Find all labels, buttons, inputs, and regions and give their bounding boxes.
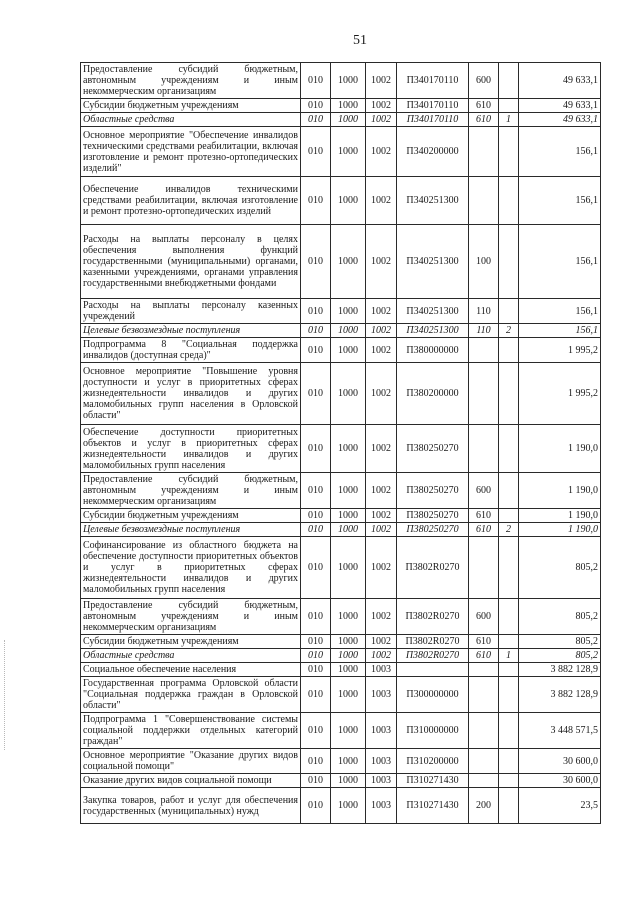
amount-cell: 1 190,0 [519, 473, 601, 509]
amount-cell: 156,1 [519, 127, 601, 177]
grbs-code-cell: 010 [301, 537, 331, 599]
table-row [81, 127, 601, 177]
row-name-cell: Социальное обеспечение населения [81, 663, 301, 677]
table-row [81, 649, 601, 663]
section-code-cell: 1000 [331, 635, 366, 649]
expense-type-cell: 610 [469, 649, 499, 663]
expense-type-cell: 610 [469, 509, 499, 523]
amount-cell: 3 448 571,5 [519, 713, 601, 749]
amount-cell: 1 190,0 [519, 523, 601, 537]
table-row [81, 537, 601, 599]
target-article-cell [397, 663, 469, 677]
amount-cell: 156,1 [519, 177, 601, 225]
section-code-cell: 1000 [331, 523, 366, 537]
funding-source-cell [499, 225, 519, 299]
table-row [81, 774, 601, 788]
table-row [81, 177, 601, 225]
target-article-cell: П340251300 [397, 177, 469, 225]
budget-table [80, 62, 601, 824]
grbs-code-cell: 010 [301, 599, 331, 635]
expense-type-cell [469, 177, 499, 225]
expense-type-cell: 110 [469, 324, 499, 338]
subsection-code-cell: 1002 [366, 225, 397, 299]
expense-type-cell: 100 [469, 225, 499, 299]
table-row [81, 113, 601, 127]
table-row [81, 788, 601, 824]
table-row [81, 635, 601, 649]
grbs-code-cell: 010 [301, 635, 331, 649]
funding-source-cell [499, 774, 519, 788]
funding-source-cell [499, 177, 519, 225]
table-row [81, 749, 601, 774]
amount-cell: 3 882 128,9 [519, 663, 601, 677]
funding-source-cell [499, 473, 519, 509]
section-code-cell: 1000 [331, 363, 366, 425]
row-name-cell: Закупка товаров, работ и услуг для обеспечения государственных (муниципальных) нужд [81, 788, 301, 824]
row-name-cell: Основное мероприятие "Повышение уровня доступности и услуг в приоритетных сферах жизнедеятельности инвалидов и других маломобильных групп населения в Орловской области" [81, 363, 301, 425]
expense-type-cell [469, 338, 499, 363]
row-name-cell: Основное мероприятие "Обеспечение инвалидов техническими средствами реабилитации, включая изготовление и ремонт протезно-ортопедических изделий" [81, 127, 301, 177]
subsection-code-cell: 1002 [366, 523, 397, 537]
funding-source-cell [499, 99, 519, 113]
row-name-cell: Предоставление субсидий бюджетным, автономным учреждениям и иным некоммерческим организациям [81, 473, 301, 509]
funding-source-cell: 2 [499, 324, 519, 338]
row-name-cell: Областные средства [81, 649, 301, 663]
subsection-code-cell: 1002 [366, 363, 397, 425]
row-name-cell: Субсидии бюджетным учреждениям [81, 99, 301, 113]
funding-source-cell [499, 677, 519, 713]
table-row [81, 324, 601, 338]
expense-type-cell [469, 663, 499, 677]
amount-cell: 23,5 [519, 788, 601, 824]
subsection-code-cell: 1003 [366, 774, 397, 788]
grbs-code-cell: 010 [301, 425, 331, 473]
grbs-code-cell: 010 [301, 299, 331, 324]
target-article-cell: П340251300 [397, 324, 469, 338]
target-article-cell: П3802R0270 [397, 537, 469, 599]
funding-source-cell [499, 713, 519, 749]
grbs-code-cell: 010 [301, 649, 331, 663]
funding-source-cell [499, 299, 519, 324]
table-row [81, 299, 601, 324]
funding-source-cell: 2 [499, 523, 519, 537]
funding-source-cell [499, 363, 519, 425]
row-name-cell: Софинансирование из областного бюджета на обеспечение доступности приоритетных объектов и услуг в приоритетных сферах жизнедеятельности инвалидов и других маломобильных групп населения [81, 537, 301, 599]
target-article-cell: П380250270 [397, 509, 469, 523]
table-row [81, 473, 601, 509]
table-row [81, 663, 601, 677]
amount-cell: 156,1 [519, 324, 601, 338]
grbs-code-cell: 010 [301, 363, 331, 425]
section-code-cell: 1000 [331, 599, 366, 635]
subsection-code-cell: 1002 [366, 599, 397, 635]
section-code-cell: 1000 [331, 99, 366, 113]
subsection-code-cell: 1002 [366, 509, 397, 523]
target-article-cell: П310000000 [397, 713, 469, 749]
funding-source-cell [499, 599, 519, 635]
expense-type-cell: 600 [469, 63, 499, 99]
amount-cell: 1 995,2 [519, 363, 601, 425]
expense-type-cell: 610 [469, 113, 499, 127]
section-code-cell: 1000 [331, 473, 366, 509]
target-article-cell: П3802R0270 [397, 635, 469, 649]
row-name-cell: Расходы на выплаты персоналу казенных учреждений [81, 299, 301, 324]
expense-type-cell: 110 [469, 299, 499, 324]
table-row [81, 677, 601, 713]
section-code-cell: 1000 [331, 749, 366, 774]
funding-source-cell [499, 127, 519, 177]
row-name-cell: Подпрограмма 8 "Социальная поддержка инвалидов (доступная среда)" [81, 338, 301, 363]
section-code-cell: 1000 [331, 537, 366, 599]
amount-cell: 805,2 [519, 635, 601, 649]
grbs-code-cell: 010 [301, 99, 331, 113]
expense-type-cell [469, 749, 499, 774]
target-article-cell: П340170110 [397, 113, 469, 127]
row-name-cell: Обеспечение доступности приоритетных объектов и услуг в приоритетных сферах жизнедеятельности инвалидов и других маломобильных групп населения [81, 425, 301, 473]
subsection-code-cell: 1002 [366, 299, 397, 324]
funding-source-cell [499, 788, 519, 824]
section-code-cell: 1000 [331, 425, 366, 473]
grbs-code-cell: 010 [301, 127, 331, 177]
expense-type-cell [469, 677, 499, 713]
subsection-code-cell: 1002 [366, 473, 397, 509]
section-code-cell: 1000 [331, 127, 366, 177]
grbs-code-cell: 010 [301, 523, 331, 537]
row-name-cell: Субсидии бюджетным учреждениям [81, 635, 301, 649]
subsection-code-cell: 1003 [366, 677, 397, 713]
expense-type-cell [469, 127, 499, 177]
row-name-cell: Целевые безвозмездные поступления [81, 324, 301, 338]
funding-source-cell [499, 635, 519, 649]
grbs-code-cell: 010 [301, 788, 331, 824]
grbs-code-cell: 010 [301, 324, 331, 338]
amount-cell: 49 633,1 [519, 63, 601, 99]
target-article-cell: П380000000 [397, 338, 469, 363]
section-code-cell: 1000 [331, 299, 366, 324]
amount-cell: 49 633,1 [519, 113, 601, 127]
target-article-cell: П340170110 [397, 63, 469, 99]
expense-type-cell: 610 [469, 99, 499, 113]
funding-source-cell [499, 338, 519, 363]
expense-type-cell [469, 774, 499, 788]
table-row [81, 363, 601, 425]
expense-type-cell [469, 537, 499, 599]
grbs-code-cell: 010 [301, 749, 331, 774]
target-article-cell: П3802R0270 [397, 599, 469, 635]
grbs-code-cell: 010 [301, 774, 331, 788]
amount-cell: 156,1 [519, 225, 601, 299]
target-article-cell: П300000000 [397, 677, 469, 713]
subsection-code-cell: 1003 [366, 713, 397, 749]
subsection-code-cell: 1002 [366, 113, 397, 127]
target-article-cell: П340200000 [397, 127, 469, 177]
subsection-code-cell: 1003 [366, 663, 397, 677]
grbs-code-cell: 010 [301, 677, 331, 713]
funding-source-cell [499, 425, 519, 473]
section-code-cell: 1000 [331, 663, 366, 677]
section-code-cell: 1000 [331, 113, 366, 127]
expense-type-cell [469, 713, 499, 749]
grbs-code-cell: 010 [301, 663, 331, 677]
expense-type-cell: 610 [469, 635, 499, 649]
subsection-code-cell: 1002 [366, 537, 397, 599]
subsection-code-cell: 1002 [366, 649, 397, 663]
section-code-cell: 1000 [331, 649, 366, 663]
section-code-cell: 1000 [331, 63, 366, 99]
target-article-cell: П310271430 [397, 774, 469, 788]
subsection-code-cell: 1002 [366, 99, 397, 113]
row-name-cell: Предоставление субсидий бюджетным, автономным учреждениям и иным некоммерческим организациям [81, 599, 301, 635]
subsection-code-cell: 1003 [366, 749, 397, 774]
amount-cell: 805,2 [519, 649, 601, 663]
target-article-cell: П3802R0270 [397, 649, 469, 663]
target-article-cell: П380200000 [397, 363, 469, 425]
grbs-code-cell: 010 [301, 225, 331, 299]
row-name-cell: Подпрограмма 1 "Совершенствование системы социальной поддержки отдельных категорий граждан" [81, 713, 301, 749]
expense-type-cell: 200 [469, 788, 499, 824]
row-name-cell: Основное мероприятие "Оказание других видов социальной помощи" [81, 749, 301, 774]
margin-mark [4, 640, 8, 750]
amount-cell: 1 190,0 [519, 509, 601, 523]
row-name-cell: Субсидии бюджетным учреждениям [81, 509, 301, 523]
target-article-cell: П340251300 [397, 225, 469, 299]
subsection-code-cell: 1002 [366, 425, 397, 473]
table-row [81, 338, 601, 363]
grbs-code-cell: 010 [301, 113, 331, 127]
subsection-code-cell: 1002 [366, 63, 397, 99]
section-code-cell: 1000 [331, 774, 366, 788]
amount-cell: 156,1 [519, 299, 601, 324]
section-code-cell: 1000 [331, 225, 366, 299]
table-row [81, 509, 601, 523]
amount-cell: 805,2 [519, 537, 601, 599]
subsection-code-cell: 1002 [366, 324, 397, 338]
grbs-code-cell: 010 [301, 338, 331, 363]
funding-source-cell: 1 [499, 113, 519, 127]
target-article-cell: П380250270 [397, 523, 469, 537]
target-article-cell: П310200000 [397, 749, 469, 774]
subsection-code-cell: 1002 [366, 127, 397, 177]
grbs-code-cell: 010 [301, 473, 331, 509]
expense-type-cell: 600 [469, 473, 499, 509]
grbs-code-cell: 010 [301, 177, 331, 225]
funding-source-cell [499, 749, 519, 774]
table-row [81, 225, 601, 299]
section-code-cell: 1000 [331, 338, 366, 363]
section-code-cell: 1000 [331, 324, 366, 338]
funding-source-cell [499, 63, 519, 99]
row-name-cell: Предоставление субсидий бюджетным, автономным учреждениям и иным некоммерческим организациям [81, 63, 301, 99]
table-row [81, 599, 601, 635]
expense-type-cell [469, 425, 499, 473]
grbs-code-cell: 010 [301, 63, 331, 99]
subsection-code-cell: 1003 [366, 788, 397, 824]
amount-cell: 805,2 [519, 599, 601, 635]
target-article-cell: П340251300 [397, 299, 469, 324]
target-article-cell: П380250270 [397, 425, 469, 473]
amount-cell: 49 633,1 [519, 99, 601, 113]
table-row [81, 63, 601, 99]
funding-source-cell [499, 537, 519, 599]
table-row [81, 425, 601, 473]
row-name-cell: Оказание других видов социальной помощи [81, 774, 301, 788]
row-name-cell: Расходы на выплаты персоналу в целях обеспечения выполнения функций государственными (муниципальными) органами, казенными учреждениями, органами управления государственными внебюджетными фондами [81, 225, 301, 299]
section-code-cell: 1000 [331, 177, 366, 225]
amount-cell: 1 995,2 [519, 338, 601, 363]
subsection-code-cell: 1002 [366, 177, 397, 225]
table-row [81, 99, 601, 113]
amount-cell: 30 600,0 [519, 749, 601, 774]
target-article-cell: П380250270 [397, 473, 469, 509]
row-name-cell: Обеспечение инвалидов техническими средствами реабилитации, включая изготовление и ремонт протезно-ортопедических изделий [81, 177, 301, 225]
table-row [81, 713, 601, 749]
funding-source-cell: 1 [499, 649, 519, 663]
row-name-cell: Целевые безвозмездные поступления [81, 523, 301, 537]
page-number: 51 [353, 33, 367, 48]
amount-cell: 3 882 128,9 [519, 677, 601, 713]
target-article-cell: П310271430 [397, 788, 469, 824]
amount-cell: 1 190,0 [519, 425, 601, 473]
funding-source-cell [499, 509, 519, 523]
expense-type-cell: 600 [469, 599, 499, 635]
subsection-code-cell: 1002 [366, 635, 397, 649]
section-code-cell: 1000 [331, 677, 366, 713]
grbs-code-cell: 010 [301, 509, 331, 523]
table-row [81, 523, 601, 537]
expense-type-cell [469, 363, 499, 425]
target-article-cell: П340170110 [397, 99, 469, 113]
section-code-cell: 1000 [331, 713, 366, 749]
amount-cell: 30 600,0 [519, 774, 601, 788]
grbs-code-cell: 010 [301, 713, 331, 749]
row-name-cell: Государственная программа Орловской области "Социальная поддержка граждан в Орловской области" [81, 677, 301, 713]
row-name-cell: Областные средства [81, 113, 301, 127]
subsection-code-cell: 1002 [366, 338, 397, 363]
expense-type-cell: 610 [469, 523, 499, 537]
section-code-cell: 1000 [331, 788, 366, 824]
section-code-cell: 1000 [331, 509, 366, 523]
funding-source-cell [499, 663, 519, 677]
